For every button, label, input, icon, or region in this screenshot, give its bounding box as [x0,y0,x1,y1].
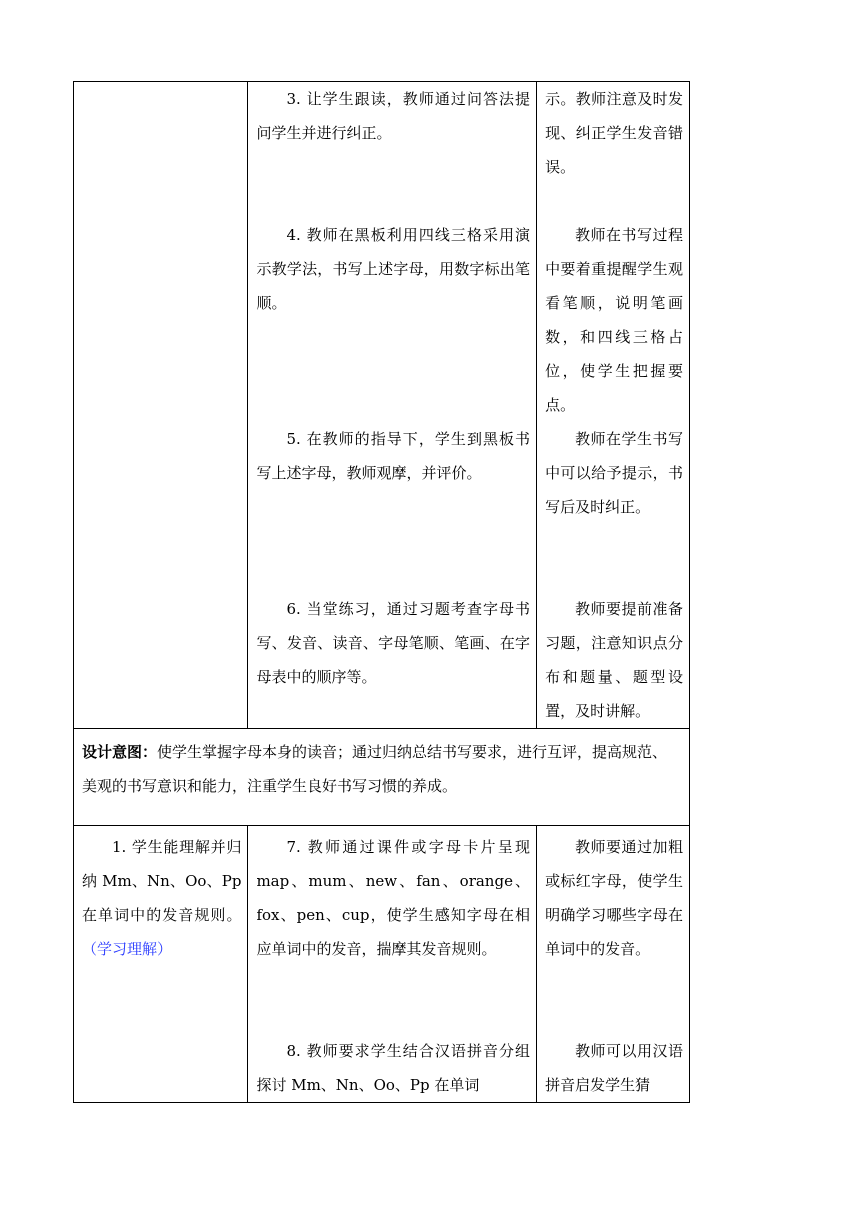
design-intent-text: 使学生掌握字母本身的读音；通过归纳总结书写要求，进行互评，提高规范、美观的书写意识和能力，注重学生良好书写习惯的养成。 [82,743,668,795]
activity-cell [248,82,537,729]
step-6: 6. 当堂练习，通过习题考查字母书写、发音、读音、字母笔顺、笔画、在字母表中的顺序等。 [256,600,531,686]
notes-cell [537,82,690,729]
table-row [74,729,690,826]
design-intent-label: 设计意图： [82,743,158,761]
table-row [74,826,690,1103]
activity-cell [248,826,537,1103]
objective-tag: （学习理解） [82,940,173,958]
step-8: 8. 教师要求学生结合汉语拼音分组探讨 Mm、Nn、Oo、Pp 在单词 [256,1042,531,1094]
objective-text: 1. 学生能理解并归纳 Mm、Nn、Oo、Pp 在单词中的发音规则。 [82,838,242,924]
note-3: 示。教师注意及时发现、纠正学生发音错误。 [545,90,683,176]
note-5: 教师在学生书写中可以给予提示，书写后及时纠正。 [545,430,683,516]
step-7: 7. 教师通过课件或字母卡片呈现 map、mum、new、fan、orange、fox、pen、cup，使学生感知字母在相应单词中的发音，揣摩其发音规则。 [256,838,531,958]
note-6: 教师要提前准备习题，注意知识点分布和题量、题型设置，及时讲解。 [545,600,683,720]
objective-cell [74,826,248,1103]
step-3: 3. 让学生跟读，教师通过问答法提问学生并进行纠正。 [256,90,531,142]
note-4: 教师在书写过程中要着重提醒学生观看笔顺，说明笔画数，和四线三格占位，使学生把握要点。 [545,226,683,414]
design-intent-cell [74,729,690,826]
step-5: 5. 在教师的指导下，学生到黑板书写上述字母，教师观摩，并评价。 [256,430,531,482]
note-7: 教师要通过加粗或标红字母，使学生明确学习哪些字母在单词中的发音。 [545,838,683,958]
objective-1 [82,830,241,966]
table-row [74,82,690,729]
note-8: 教师可以用汉语拼音启发学生猜 [545,1042,683,1094]
lesson-plan-table [73,81,690,1103]
objective-cell [74,82,248,729]
notes-cell [537,826,690,1103]
step-4: 4. 教师在黑板利用四线三格采用演示教学法，书写上述字母，用数字标出笔顺。 [256,226,531,312]
